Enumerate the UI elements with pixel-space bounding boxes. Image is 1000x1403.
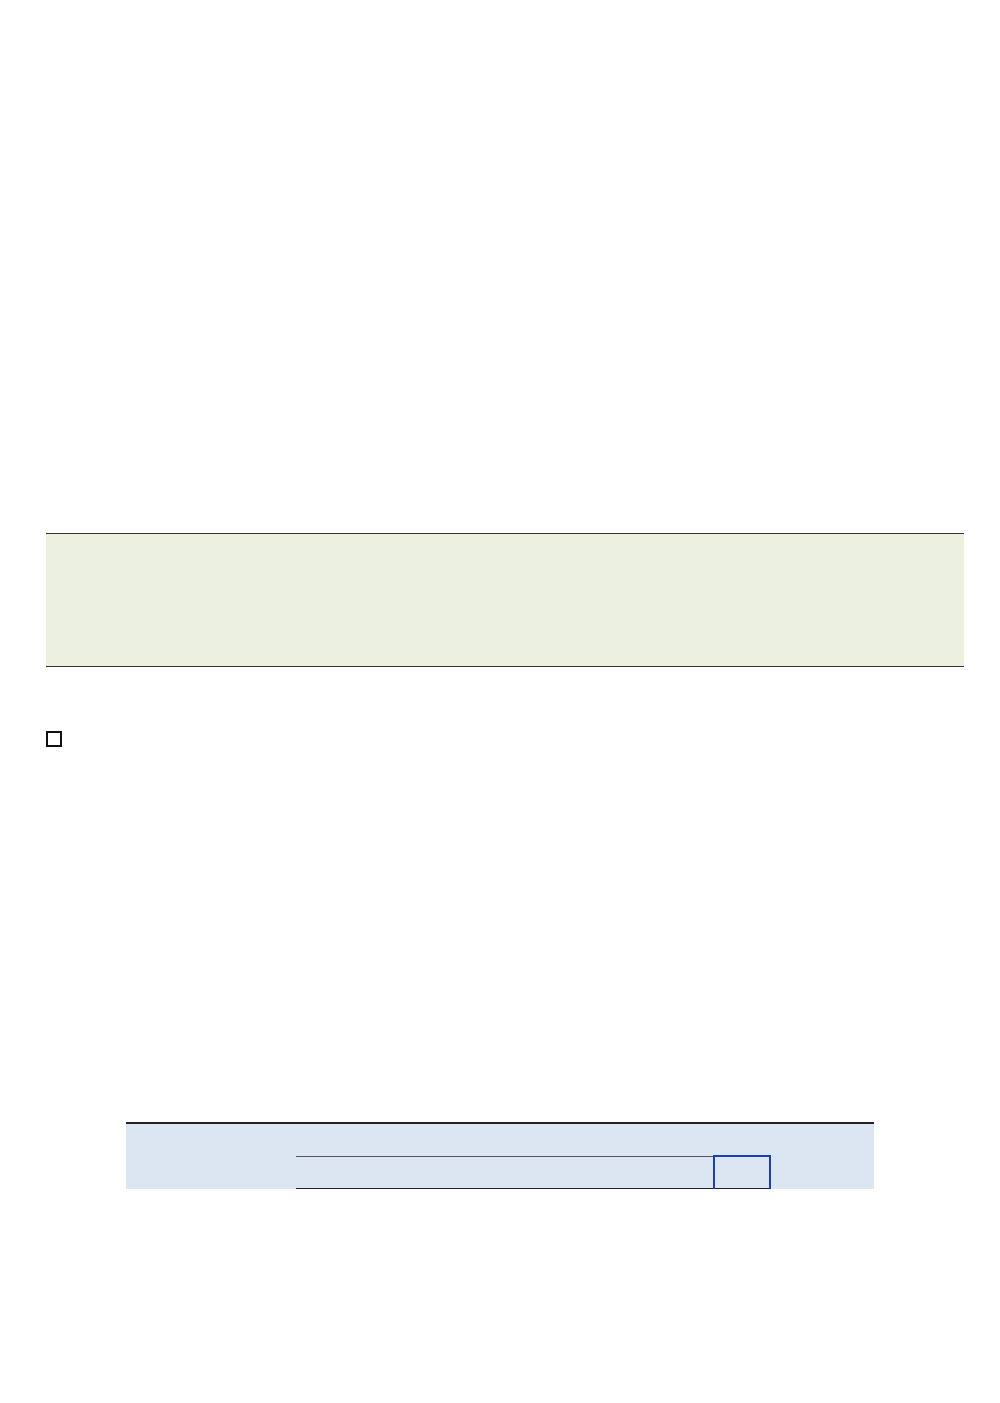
period-header <box>472 1156 530 1189</box>
table-corner <box>126 1123 296 1189</box>
period-header <box>598 1156 656 1189</box>
period-header <box>354 1156 404 1189</box>
year-header <box>530 1123 770 1156</box>
status-heading <box>46 728 72 749</box>
period-header <box>296 1156 354 1189</box>
year-header <box>296 1123 404 1156</box>
period-header <box>404 1156 472 1189</box>
period-header <box>530 1156 598 1189</box>
balance-header <box>770 1123 874 1189</box>
year-header <box>404 1123 530 1156</box>
household-loan-table <box>126 1122 874 1189</box>
summary-box <box>46 533 964 667</box>
checkbox-square-icon <box>46 731 62 747</box>
period-header <box>656 1156 714 1189</box>
period-header-highlighted <box>714 1156 770 1189</box>
